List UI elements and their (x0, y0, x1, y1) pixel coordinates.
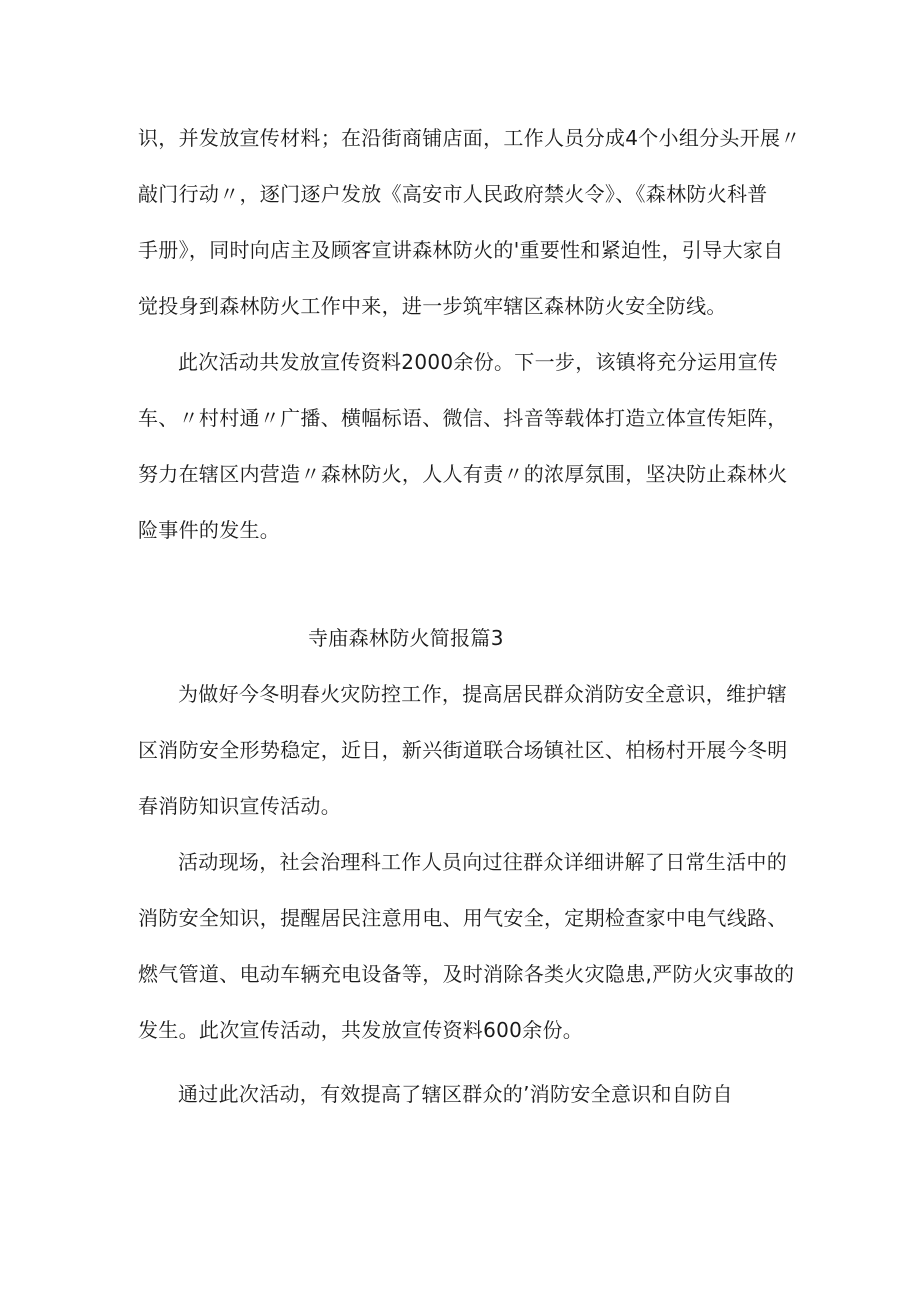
text-line: 手册》，同时向店主及顾客宣讲森林防火的'重要性和紧迫性，引导大家自 (138, 238, 784, 262)
text-line: 区消防安全形势稳定，近日，新兴街道联合场镇社区、柏杨村开展今冬明 (138, 738, 788, 762)
text-line: 险事件的发生。 (138, 518, 281, 542)
text-line: 燃气管道、电动车辆充电设备等，及时消除各类火灾隐患,严防火灾事故的 (138, 962, 795, 986)
text-line: 春消防知识宣传活动。 (138, 794, 341, 818)
text-line: 发生。此次宣传活动，共发放宣传资料600余份。 (138, 1018, 584, 1042)
text-line: 通过此次活动，有效提高了辖区群众的’消防安全意识和自防自 (178, 1082, 733, 1106)
text-line: 为做好今冬明春火灾防控工作，提高居民群众消防安全意识，维护辖 (178, 682, 787, 706)
section-title: 寺庙森林防火简报篇3 (308, 626, 504, 650)
text-line: 活动现场，社会治理科工作人员向过往群众详细讲解了日常生活中的 (178, 850, 787, 874)
text-line: 此次活动共发放宣传资料2000余份。下一步，该镇将充分运用宣传 (178, 350, 779, 374)
text-line: 消防安全知识，提醒居民注意用电、用气安全，定期检查家中电气线路、 (138, 906, 788, 930)
text-line: 识，并发放宣传材料；在沿街商铺店面，工作人员分成4个小组分头开展〃 (138, 126, 801, 150)
text-line: 敲门行动〃，逐门逐户发放《高安市人民政府禁火令》、《森林防火科普 (138, 182, 768, 206)
text-line: 觉投身到森林防火工作中来，进一步筑牢辖区森林防火安全防线。 (138, 294, 727, 318)
text-line: 车、〃村村通〃广播、横幅标语、微信、抖音等载体打造立体宣传矩阵， (138, 406, 788, 430)
text-line: 努力在辖区内营造〃森林防火，人人有责〃的浓厚氛围，坚决防止森林火 (138, 462, 788, 486)
